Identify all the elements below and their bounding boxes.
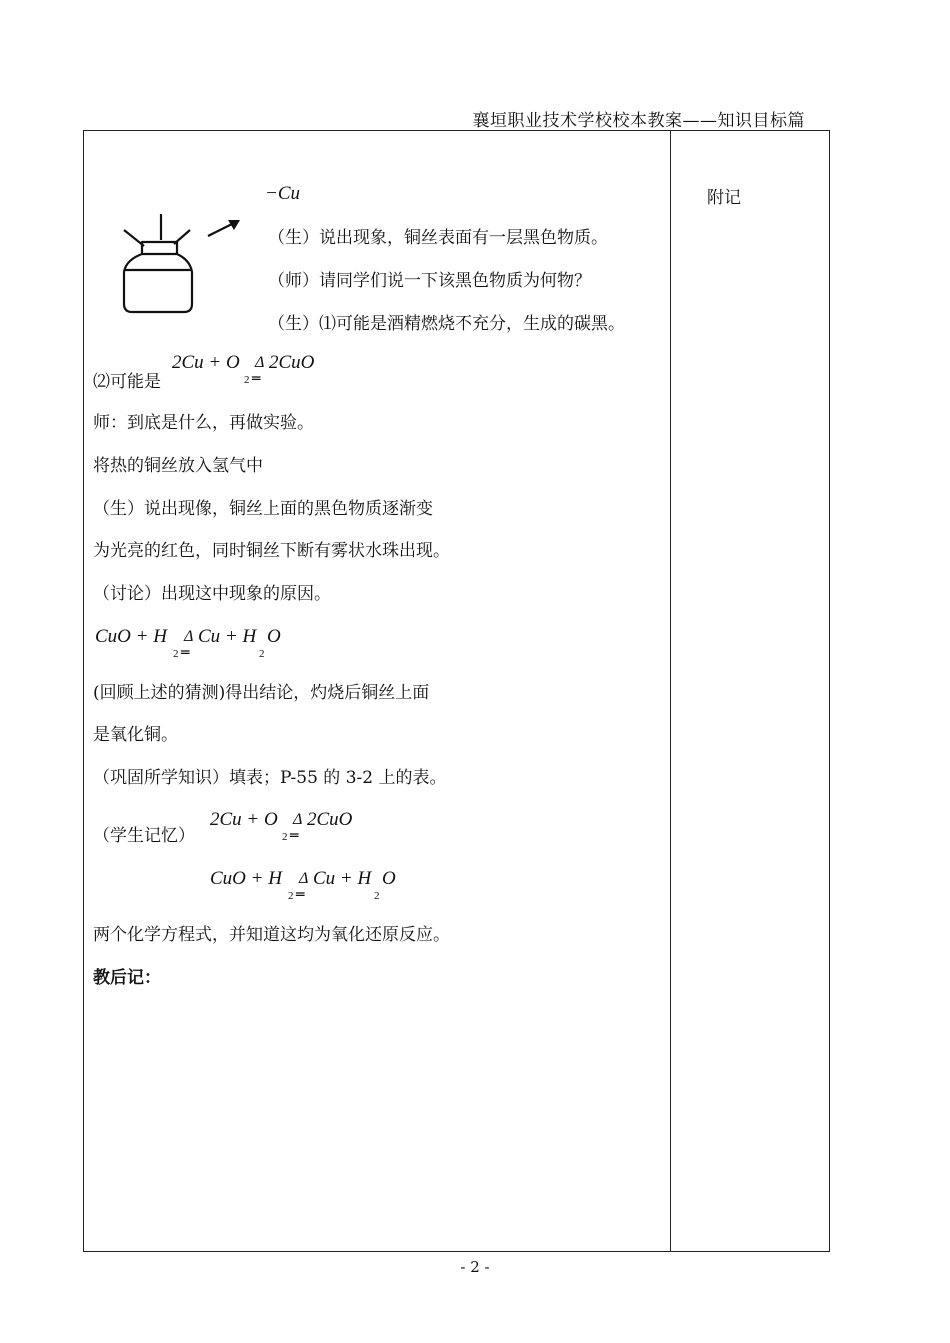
alcohol-lamp-with-arrow-icon — [118, 212, 248, 317]
equation-oxidation: 2Cu + O 2 Δ ═ 2CuO — [172, 352, 315, 387]
copper-label: −Cu — [265, 183, 300, 204]
column-divider — [670, 130, 671, 1252]
equation-reduction: CuO + H 2 Δ ═ Cu + H 2 O — [95, 626, 281, 661]
page-header: 襄垣职业技术学校校本教案——知识目标篇 — [472, 111, 805, 131]
text-line: (回顾上述的猜测)得出结论，灼烧后铜丝上面 — [93, 683, 430, 703]
text-line: （讨论）出现这中现象的原因。 — [93, 584, 331, 604]
text-line: 为光亮的红色，同时铜丝下断有雾状水珠出现。 — [93, 541, 450, 561]
text-line: （生）说出现象，铜丝表面有一层黑色物质。 — [268, 228, 608, 248]
text-line: ⑵可能是 — [93, 372, 161, 392]
text-line: （师）请同学们说一下该黑色物质为何物？ — [268, 271, 591, 291]
page-number: - 2 - — [460, 1258, 490, 1276]
text-line: （生）说出现像，铜丝上面的黑色物质逐渐变 — [93, 499, 433, 519]
post-lesson-notes-heading: 教后记： — [93, 968, 161, 988]
text-line: 将热的铜丝放入氢气中 — [93, 456, 263, 476]
text-line: （学生记忆） — [93, 826, 195, 846]
text-line: 是氧化铜。 — [93, 725, 178, 745]
side-notes-label: 附记 — [707, 188, 741, 208]
equation-reduction-memo: CuO + H 2 Δ ═ Cu + H 2 O — [210, 868, 396, 903]
text-line: 师：到底是什么，再做实验。 — [93, 413, 314, 433]
equation-oxidation-memo: 2Cu + O 2 Δ ═ 2CuO — [210, 809, 353, 844]
text-line: （巩固所学知识）填表；P-55 的 3-2 上的表。 — [93, 768, 447, 788]
text-line: （生）⑴可能是酒精燃烧不充分，生成的碳黑。 — [268, 314, 625, 334]
text-line: 两个化学方程式，并知道这均为氧化还原反应。 — [93, 925, 450, 945]
